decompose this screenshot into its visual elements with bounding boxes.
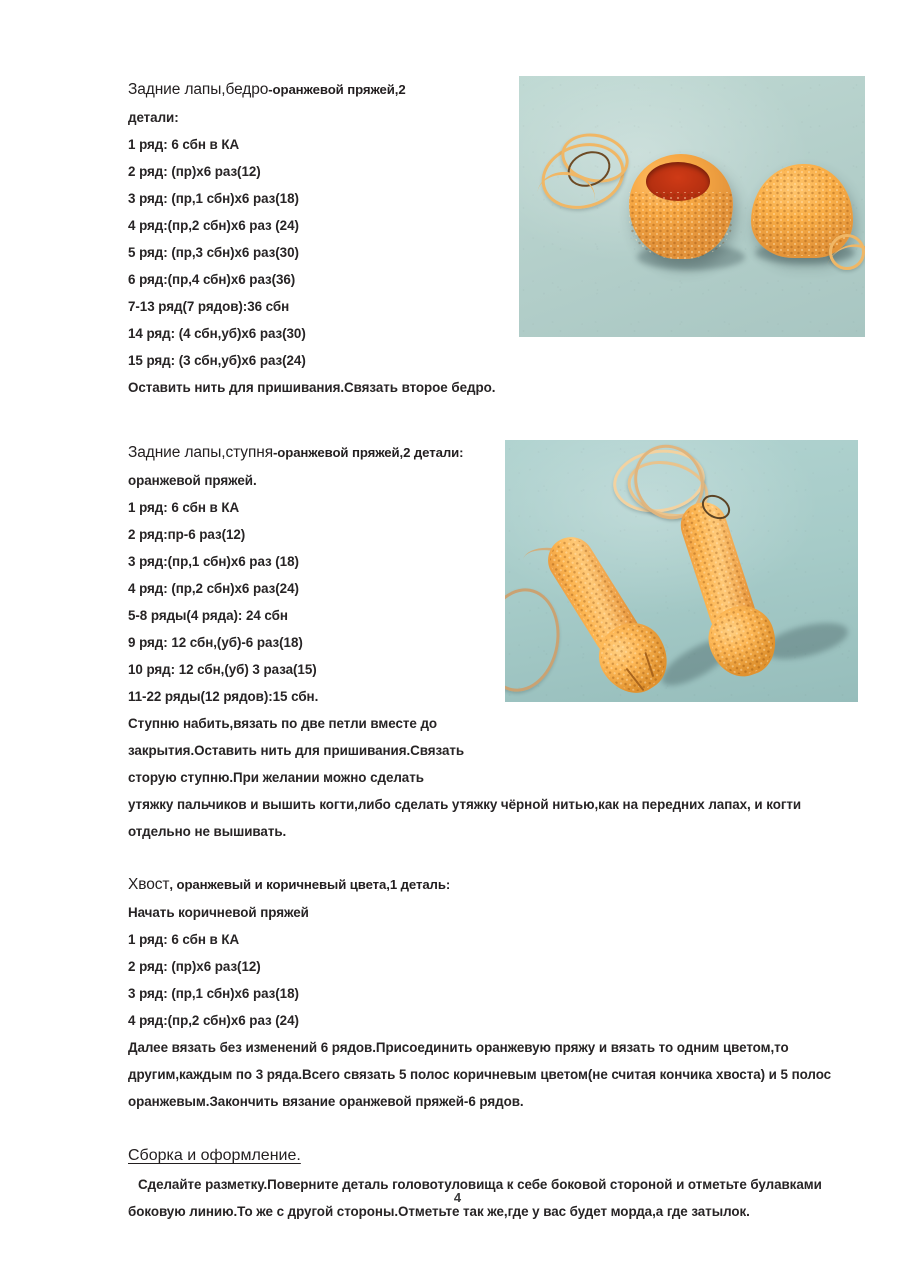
section-spacer <box>128 401 850 439</box>
heading-main-text: Задние лапы,бедро <box>128 81 269 98</box>
pattern-line: 6 ряд:(пр,4 сбн)х6 раз(36) <box>128 272 296 287</box>
section-tail <box>128 871 850 1115</box>
section-closing-note: Оставить нить для пришивания.Связать второе бедро. <box>128 380 496 395</box>
section-heading-assembly: Сборка и оформление. <box>128 1147 301 1164</box>
pattern-line: оранжевой пряжей. <box>128 473 257 488</box>
section-heading-tail <box>128 871 850 899</box>
heading-sub-text: -оранжевой пряжей,2 детали: <box>273 445 464 460</box>
photo-hind-leg-feet <box>505 440 858 702</box>
pattern-line: 5-8 ряды(4 ряда): 24 сбн <box>128 608 288 623</box>
pattern-line: 7-13 ряд(7 рядов):36 сбн <box>128 299 290 314</box>
pattern-line: 2 ряд: (пр)х6 раз(12) <box>128 164 261 179</box>
section-note-wide: Далее вязать без изменений 6 рядов.Присоединить оранжевую пряжу и вязать то одним цветом,то другим,каждым по 3 ряда.Всего связать 5 полос коричневым цветом(не считая кончика хвоста) и 5 полос оранжевым.Закончить вязание оранжевой пряжей-6 рядов. <box>128 1040 832 1109</box>
pattern-line: 3 ряд:(пр,1 сбн)х6 раз (18) <box>128 554 299 569</box>
heading-main-text: Хвост <box>128 876 170 893</box>
pattern-line: 4 ряд:(пр,2 сбн)х6 раз (24) <box>128 218 299 233</box>
heading-sub-text: , оранжевый и коричневый цвета,1 деталь: <box>169 877 451 892</box>
pattern-line: Начать коричневой пряжей <box>128 905 309 920</box>
section-note-wide: Сделайте разметку.Поверните деталь головотуловища к себе боковой стороной и отметьте булавками боковую линию.То же с другой стороны.Отметьте так же,где у вас будет морда,а где затылок. <box>128 1177 822 1219</box>
pattern-line: 1 ряд: 6 сбн в КА <box>128 137 240 152</box>
pattern-line: 5 ряд: (пр,3 сбн)х6 раз(30) <box>128 245 299 260</box>
pattern-line: 14 ряд: (4 сбн,уб)х6 раз(30) <box>128 326 306 341</box>
heading-sub-text: -оранжевой пряжей,2 <box>268 82 406 97</box>
pattern-line: 10 ряд: 12 сбн,(уб) 3 раза(15) <box>128 662 317 677</box>
pattern-line: 2 ряд: (пр)х6 раз(12) <box>128 959 261 974</box>
pattern-line: 1 ряд: 6 сбн в КА <box>128 500 240 515</box>
pattern-line: детали: <box>128 110 179 125</box>
section-note-wide: утяжку пальчиков и вышить когти,либо сделать утяжку чёрной нитью,как на передних лапах, и когти отдельно не вышивать. <box>128 797 802 839</box>
section-note-narrow: Ступню набить,вязать по две петли вместе до закрытия.Оставить нить для пришивания.Связать сторую ступню.При желании можно сделать <box>128 716 465 785</box>
page-number: 4 <box>453 1190 462 1205</box>
photo-hind-leg-thighs <box>519 76 865 337</box>
section-assembly <box>128 1141 850 1225</box>
crochet-thigh-open <box>629 154 733 259</box>
pattern-line: 15 ряд: (3 сбн,уб)х6 раз(24) <box>128 353 306 368</box>
section-spacer <box>128 845 850 871</box>
pattern-line: 3 ряд: (пр,1 сбн)х6 раз(18) <box>128 191 299 206</box>
pattern-line: 3 ряд: (пр,1 сбн)х6 раз(18) <box>128 986 299 1001</box>
heading-main-text: Задние лапы,ступня <box>128 444 273 461</box>
pattern-line: 4 ряд: (пр,2 сбн)х6 раз(24) <box>128 581 299 596</box>
section-spacer <box>128 1115 850 1141</box>
pattern-line: 1 ряд: 6 сбн в КА <box>128 932 240 947</box>
yarn-loop-icon <box>829 234 865 270</box>
pattern-line: 11-22 ряды(12 рядов):15 сбн. <box>128 689 319 704</box>
pattern-line: 9 ряд: 12 сбн,(уб)-6 раз(18) <box>128 635 303 650</box>
pattern-line: 4 ряд:(пр,2 сбн)х6 раз (24) <box>128 1013 299 1028</box>
pattern-line: 2 ряд:пр-6 раз(12) <box>128 527 246 542</box>
